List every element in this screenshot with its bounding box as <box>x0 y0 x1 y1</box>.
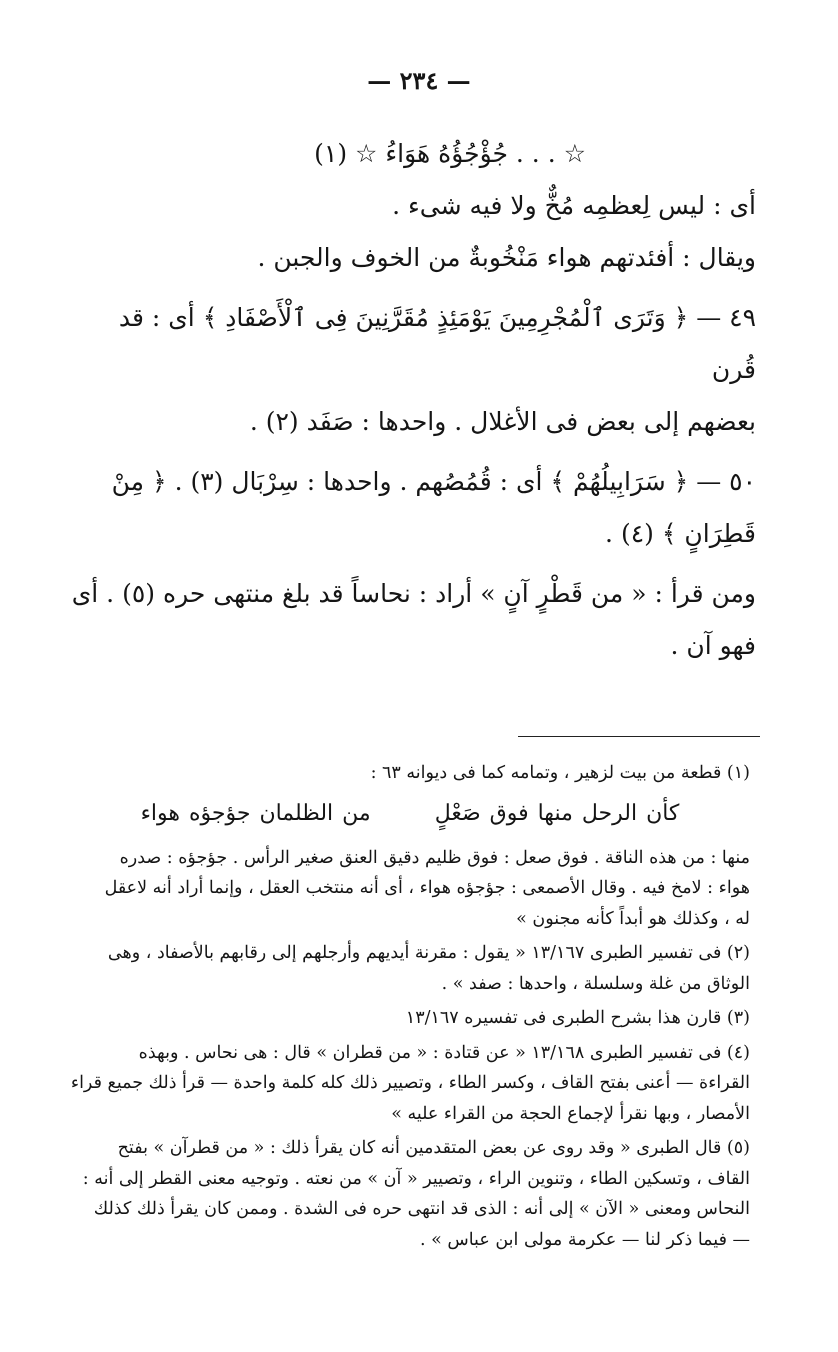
footnote-line: النحاس ومعنى « الآن » إلى أنه : الذى قد انتهى حره فى الشدة . وممن كان يقرأ ذلك كذلك <box>93 1199 750 1219</box>
main-text <box>70 128 756 672</box>
page-number: — ٢٣٤ — <box>367 66 471 95</box>
footnote-line: الأمصار ، وبها نقرأ لإجماع الحجة من القراء عليه » <box>391 1103 750 1124</box>
footnote-2: (٢) فى تفسير الطبرى ١٣/١٦٧ « يقول : مقرنة أيديهم وأرجلهم إلى رقابهم بالأصفاد ، وهى <box>107 943 750 963</box>
main-line: ومن قرأ : « من قَطْرٍ آنٍ » أراد : نحاساً قد بلغ منتهى حره (٥) . أى فهو آن . <box>71 579 756 660</box>
poem-verse <box>70 789 750 843</box>
main-line: ويقال : أفئدتهم هواء مَنْخُوبةٌ من الخوف والجبن . <box>257 243 756 272</box>
verse-fragment: ☆ . . . جُؤْجُؤُهُ هَوَاءُ ☆ (١) <box>314 139 586 168</box>
footnote-line: — فيما ذكر لنا — عكرمة مولى ابن عباس » . <box>419 1229 750 1250</box>
footnote-divider <box>518 736 760 737</box>
main-line: قَطِرَانٍ ﴾ (٤) . <box>605 519 756 548</box>
poem-first-hemistich: كأن الرحل منها فوق صَعْلٍ <box>434 800 680 826</box>
main-line: بعضهم إلى بعض فى الأغلال . واحدها : صَفَد (٢) . <box>249 407 756 436</box>
footnote-line: له ، وكذلك هو أبداً كأنه مجنون » <box>516 908 750 929</box>
footnote-line: القاف ، وتسكين الطاء ، وتنوين الراء ، وتصيير « آن » من نعته . وتوجيه معنى القطر إلى أنه : <box>82 1168 750 1189</box>
poem-second-hemistich: من الظلمان جؤجؤه هواء <box>140 800 371 826</box>
footnotes <box>70 758 750 1255</box>
footnote-line: منها : من هذه الناقة . فوق صعل : فوق ظليم دقيق العنق صغير الرأس . جؤجؤه : صدره <box>119 847 750 868</box>
footnote-4: (٤) فى تفسير الطبرى ١٣/١٦٨ « عن قتادة : « من قطران » قال : هى نحاس . وبهذه <box>138 1042 750 1063</box>
footnote-line: هواء : لامخ فيه . وقال الأصمعى : جؤجؤه هواء ، أى أنه منتخب العقل ، وإنما أراد أنه لاعقل <box>104 878 750 898</box>
main-line: أى : ليس لِعظمِه مُخٌّ ولا فيه شىء . <box>392 191 756 220</box>
footnote-5: (٥) قال الطبرى « وقد روى عن بعض المتقدمين أنه كان يقرأ ذلك : « من قطرآن » بفتح <box>117 1138 750 1158</box>
footnote-line: القراءة — أعنى بفتح القاف ، وكسر الطاء ، وتصيير ذلك كله كلمة واحدة — قرأ ذلك جميع قراء <box>70 1073 750 1093</box>
footnote-line: الوثاق من غلة وسلسلة ، واحدها : صفد » . <box>441 973 750 994</box>
footnote-1-intro: (١) قطعة من بيت لزهير ، وتمامه كما فى ديوانه ٦٣ : <box>370 763 750 783</box>
footnote-3: (٣) قارن هذا بشرح الطبرى فى تفسيره ١٣/١٦٧ <box>405 1008 750 1028</box>
verse-50-line: ٥٠ — ﴿ سَرَابِيلُهُمْ ﴾ أى : قُمُصُهم . واحدها : سِرْبَال (٣) . ﴿ مِنْ <box>111 467 756 496</box>
verse-49-line: ٤٩ — ﴿ وَتَرَى ٱلْمُجْرِمِينَ يَوْمَئِذٍ مُقَرَّنِينَ فِى ٱلْأَصْفَادِ ﴾ أى : قد قُرن <box>118 303 756 384</box>
